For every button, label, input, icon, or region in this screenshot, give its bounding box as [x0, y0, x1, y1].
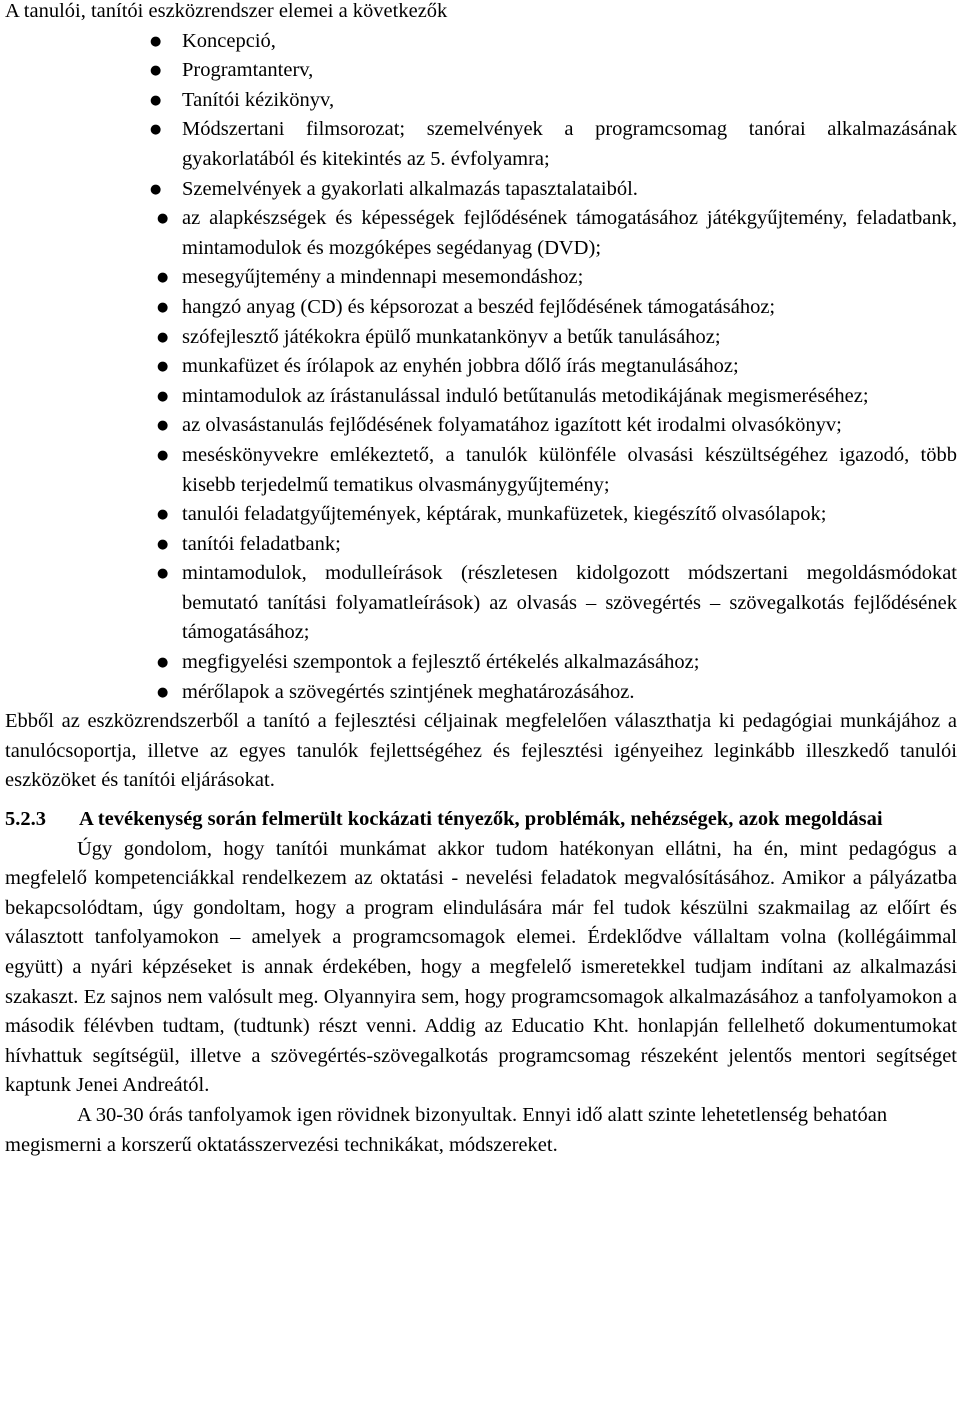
bullet-icon: [157, 411, 167, 441]
bullet-icon: [157, 352, 167, 382]
list-item: ● mesegyűjtemény a mindennapi mesemondáshoz;: [5, 263, 957, 293]
bullet-icon: [150, 27, 160, 57]
list-item: ● az olvasástanulás fejlődésének folyamatához igazított két irodalmi olvasókönyv;: [5, 411, 957, 441]
bullet-icon: [157, 263, 167, 293]
list-item: ● megfigyelési szempontok a fejlesztő értékelés alkalmazásához;: [5, 648, 957, 678]
bullet-icon: [157, 441, 167, 471]
bullet-icon: [157, 323, 167, 353]
list-item: ● meséskönyvekre emlékeztető, a tanulók különféle olvasási készültségéhez igazodó, több kisebb terjedelmű tematikus olvasmánygyűjtemény;: [5, 441, 957, 500]
list-item: ● Tanítói kézikönyv,: [5, 86, 957, 116]
body-paragraph: A 30-30 órás tanfolyamok igen rövidnek bizonyultak. Ennyi idő alatt szinte lehetetlenség behatóan megismerni a korszerű oktatásszervezési technikákat, módszereket.: [5, 1103, 888, 1156]
list-item: ● szófejlesztő játékokra épülő munkatankönyv a betűk tanulásához;: [5, 323, 957, 353]
bullet-icon: [157, 382, 167, 412]
list-item: ● tanítói feladatbank;: [5, 530, 957, 560]
bullet-icon: [157, 648, 167, 678]
list-item: ● tanulói feladatgyűjtemények, képtárak, munkafüzetek, kiegészítő olvasólapok;: [5, 500, 957, 530]
document-page: [5, 0, 957, 1160]
section-number: 5.2.3: [5, 808, 46, 831]
bullet-icon: [157, 500, 167, 530]
bullet-icon: [150, 56, 160, 86]
materials-list: [5, 204, 957, 707]
body-paragraph: Úgy gondolom, hogy tanítói munkámat akkor tudom hatékonyan ellátni, ha én, mint pedagógus a megfelelő kompetenciákkal rendelkezem az oktatási - nevelési feladatok megvalósításához. Amikor a pályázatba bekapcsolódtam, úgy gondoltam, hogy a program elindulására már fel tudok készülni szakmailag az előírt és választott tanfolyamokon – amelyek a programcsomagok elemei. Érdeklődve vállaltam volna (kollégáimmal együtt) a nyári képzéseket is annak érdekében, hogy a megfelelő ismeretekkel tudjam indítani az alkalmazási szakaszt. Ez sajnos nem valósult meg. Olyannyira sem, hogy programcsomagok alkalmazásához a tanfolyamokon a második félévben tudtam, (tudtunk) részt venni. Addig az Educatio Kht. honlapján fellelhető dokumentumokat hívhattuk segítségül, illetve a szövegértés-szövegalkotás programcsomag részeként jelentős mentori segítséget kaptunk Jenei Andreától.: [5, 837, 957, 1097]
list-item: ● munkafüzet és írólapok az enyhén jobbra dőlő írás megtanulásához;: [5, 352, 957, 382]
list-item: ● Koncepció,: [5, 27, 957, 57]
list-item: ● mintamodulok az írástanulással induló betűtanulás metodikájának megismeréséhez;: [5, 382, 957, 412]
list-item: ● az alapkészségek és képességek fejlődésének támogatásához játékgyűjtemény, feladatbank, mintamodulok és mozgóképes segédanyag (DVD);: [5, 204, 957, 263]
list-item: ● hangzó anyag (CD) és képsorozat a beszéd fejlődésének támogatásához;: [5, 293, 957, 323]
bullet-icon: [157, 204, 167, 234]
bullet-icon: [150, 175, 160, 205]
section-title: A tevékenység során felmerült kockázati tényezők, problémák, nehézségek, azok megoldásai: [79, 808, 883, 831]
intro-line: A tanulói, tanítói eszközrendszer elemei a következők: [5, 0, 448, 22]
bullet-icon: [157, 678, 167, 708]
list-item: ● Szemelvények a gyakorlati alkalmazás tapasztalataiból.: [5, 175, 957, 205]
list-item: ● mintamodulok, modulleírások (részletesen kidolgozott módszertani megoldásmódokat bemutató tanítási folyamatleírások) az olvasás – szövegértés – szövegalkotás fejlődésének támogatásához;: [5, 559, 957, 648]
bullet-icon: [150, 86, 160, 116]
bullet-icon: [157, 559, 167, 589]
list-item: ● mérőlapok a szövegértés szintjének meghatározásához.: [5, 678, 957, 708]
toolkit-list: [5, 27, 957, 205]
list-item: ● Módszertani filmsorozat; szemelvények a programcsomag tanórai alkalmazásának gyakorlatából és kitekintés az 5. évfolyamra;: [5, 115, 957, 174]
bullet-icon: [157, 293, 167, 323]
summary-paragraph: Ebből az eszközrendszerből a tanító a fejlesztési céljainak megfelelően választhatja ki pedagógiai munkájához a tanulócsoportja, illetve az egyes tanulók fejlettségéhez és fejlesztési igényeihez leginkább illeszkedő tanulói eszközöket és tanítói eljárásokat.: [5, 710, 957, 792]
list-item: ● Programtanterv,: [5, 56, 957, 86]
bullet-icon: [157, 530, 167, 560]
section-heading: [5, 805, 957, 835]
bullet-icon: [150, 115, 160, 145]
